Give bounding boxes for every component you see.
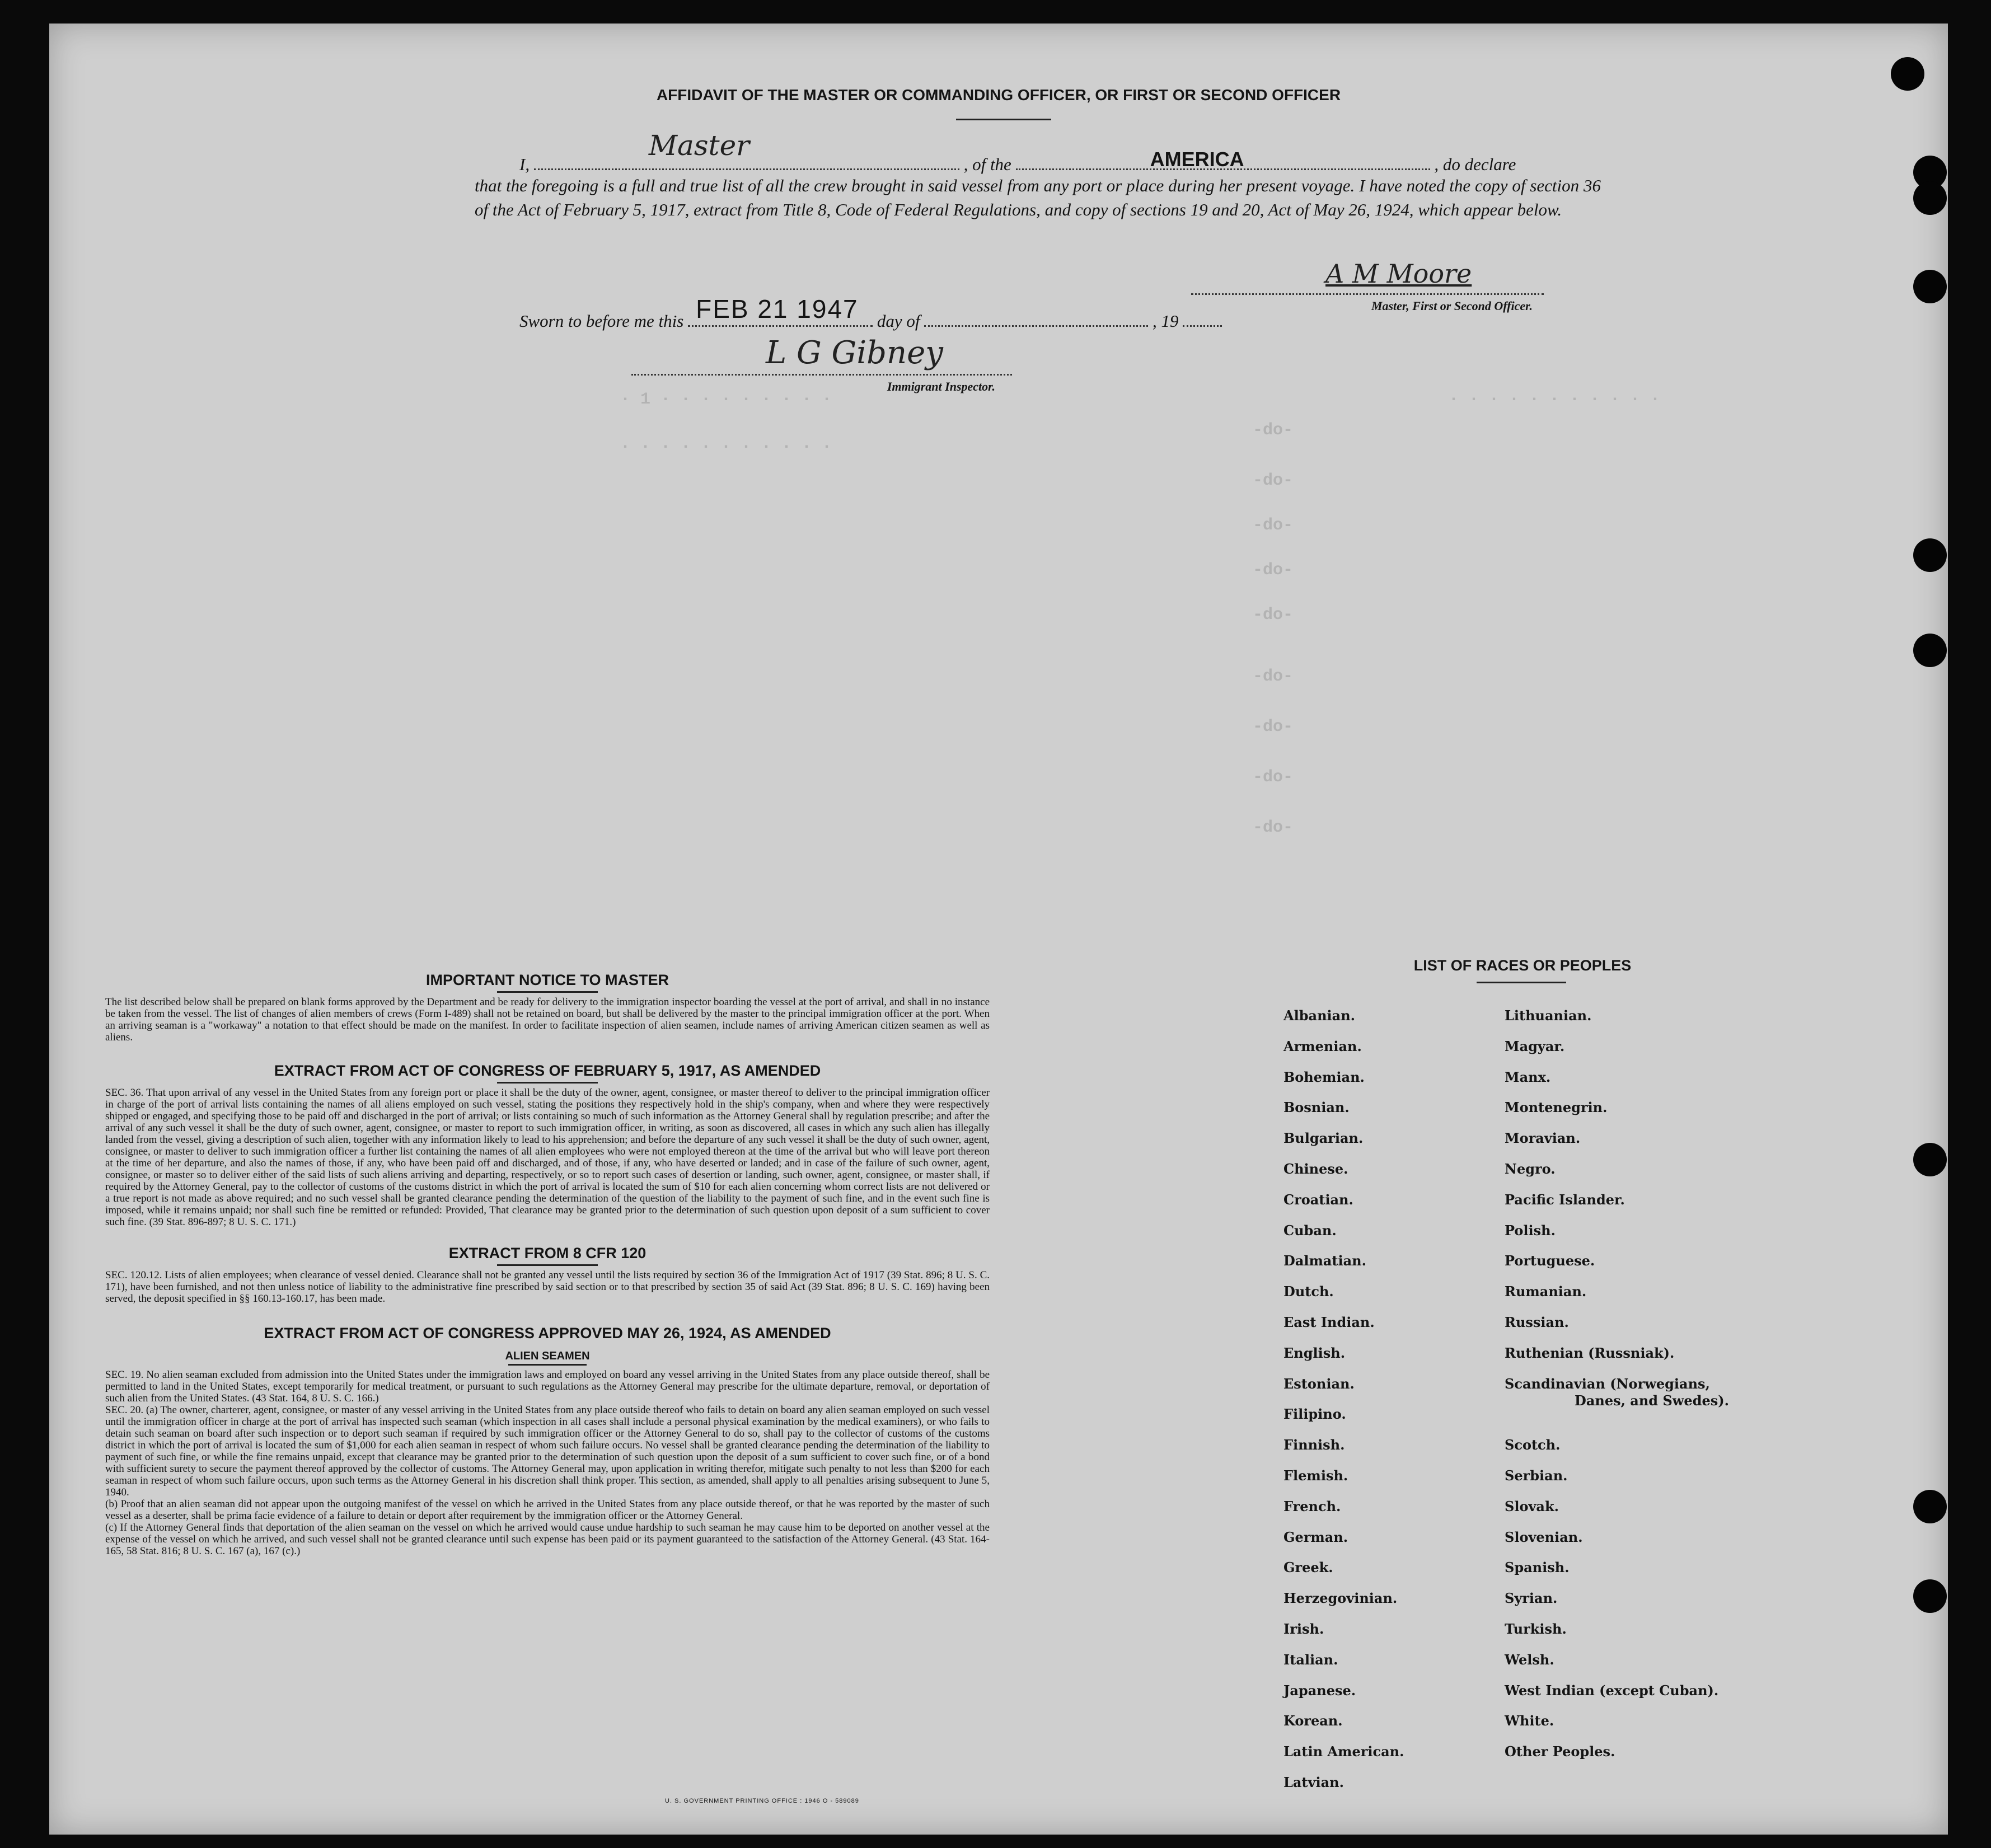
affidavit-title: AFFIDAVIT OF THE MASTER OR COMMANDING OFFICER, OR FIRST OR SECOND OFFICER xyxy=(656,86,1341,104)
day-of-label: day of xyxy=(877,311,920,331)
extract-1924-title: EXTRACT FROM ACT OF CONGRESS APPROVED MAY 26, 1924, AS AMENDED xyxy=(264,1325,831,1342)
race-item: English. xyxy=(1283,1344,1346,1361)
year-label: , 19 xyxy=(1152,311,1179,331)
notice-text: The list described below shall be prepared on blank forms approved by the Department and be ready for delivery to the immigration inspector boarding the vessel at the port of arrival, and shall in no instance be taken from the vessel. The list of changes of alien members of crews (Form I-489) shall not be retained on board, but shall be delivered by the master to the principal immigration officer at the port. When an arriving seaman is a "workaway" a notation to that effect should be made on the manifest. In order to facilitate inspection of alien seamen, include names of arriving American citizen seamen as well as aliens. xyxy=(105,996,990,1043)
race-item: Syrian. xyxy=(1505,1590,1558,1607)
year-blank xyxy=(1183,306,1222,327)
title-rule xyxy=(956,119,1051,120)
race-item: Slovak. xyxy=(1505,1498,1559,1514)
bleed-through-mark: -do- xyxy=(1253,516,1294,535)
extract-cfr-title: EXTRACT FROM 8 CFR 120 xyxy=(448,1245,647,1261)
vessel-blank xyxy=(1016,149,1430,170)
of-the-label: , of the xyxy=(963,154,1011,174)
race-item: German. xyxy=(1283,1528,1348,1545)
sec19-text: SEC. 19. No alien seaman excluded from admission into the United States under the immigration laws and employed on board any vessel arriving in the United States from any place outside thereof, shall be permitted to land in the United States, except temporarily for medical treatment, or pursuant to such regulations as the Attorney General may prescribe for the ultimate departure, removal, or deportation of such alien from the United States. (43 Stat. 164, 8 U. S. C. 166.) xyxy=(105,1369,990,1404)
race-item: Cuban. xyxy=(1283,1222,1337,1239)
race-item: East Indian. xyxy=(1283,1314,1375,1330)
do-declare-label: , do declare xyxy=(1434,154,1516,174)
race-item: Bulgarian. xyxy=(1283,1130,1364,1147)
extract-cfr-text: SEC. 120.12. Lists of alien employees; when clearance of vessel denied. Clearance shall not be granted any vessel until the lists required by section 36 of the Immigration Act of 1917 (39 Stat. 896; 8 U. S. C. 171), have been furnished, and not then unless notice of liability to the administrative fine prescribed by said section or to that prescribed by section 35 of said Act (39 Stat. 896; 8 U. S. C. 169) having been served, the deposit specified in §§ 160.13-160.17, has been made. xyxy=(105,1269,990,1305)
race-item: Armenian. xyxy=(1283,1038,1362,1054)
race-item: Spanish. xyxy=(1505,1559,1570,1576)
affidavit-declaration-line xyxy=(519,129,1600,176)
extract-1917-text: SEC. 36. That upon arrival of any vessel in the United States from any foreign port or place it shall be the duty of the owner, agent, consignee, or master thereof to deliver to the principal immigration officer in charge of the port of arrival lists containing the names of all aliens employed on such vessel, stating the positions they respectively hold in the ship's company, when and where they were respectively shipped or engaged, and specifying those to be paid off and discharged in the port of arrival; or lists containing so much of such information as the Attorney General shall by regulation prescribe; and after the arrival of any such vessel it shall be the duty of such owner, agent, consignee, or master to report to such immigration officer, in writing, as soon as discovered, all cases in which any such alien has illegally landed from the vessel, giving a description of such alien, together with any information likely to lead to his apprehension; and before the departure of any such vessel it shall be the duty of such owner, agent, consignee, or master to deliver to such immigration officer a further list containing the names of all alien employees who were not employed thereon at the time of the arrival but who will leave port thereon at the time of her departure, and also the names of those, if any, who have been paid off and discharged, and of those, if any, who have deserted or landed; and in case of the failure of such owner, agent, consignee, or master so to deliver either of the said lists of such aliens arriving and departing, respectively, or so to report such cases of desertion or landing, such owner, agent, consignee, or master shall, if required by the Attorney General, pay to the collector of customs of the customs district in which the port of arrival is located the sum of $10 for each alien concerning whom correct lists are not delivered or a true report is not made as above required; and no such vessel shall be granted clearance pending the determination of the question of the liability to the payment of such fine, and in the event such fine is imposed, while it remains unpaid; nor shall such fine be remitted or refunded: Provided, That clearance may be granted prior to the determination of such question upon deposit of a sum sufficient to cover such fine. (39 Stat. 896-897; 8 U. S. C. 171.) xyxy=(105,1087,990,1228)
punch-hole xyxy=(1913,1490,1947,1523)
race-item: French. xyxy=(1283,1498,1341,1514)
race-item: Herzegovinian. xyxy=(1283,1590,1398,1607)
name-handwritten: Master xyxy=(648,129,750,162)
race-item: Japanese. xyxy=(1283,1682,1356,1699)
master-signature: A M Moore xyxy=(1325,259,1472,289)
race-item: Estonian. xyxy=(1283,1375,1355,1392)
races-rule xyxy=(1477,982,1566,983)
bleed-through-mark: · 1 · · · · · · · · · xyxy=(620,390,832,409)
extract-1924-rule xyxy=(508,1364,587,1366)
inspector-signature-line xyxy=(631,335,1012,376)
printing-office-footer: U. S. GOVERNMENT PRINTING OFFICE : 1946 O - 589089 xyxy=(665,1798,859,1804)
punch-hole xyxy=(1913,270,1947,303)
bleed-through-mark: -do- xyxy=(1253,421,1294,440)
race-item: Slovenian. xyxy=(1505,1528,1583,1545)
bleed-through-mark: -do- xyxy=(1253,818,1294,837)
notice-rule xyxy=(497,991,598,993)
race-item: Korean. xyxy=(1283,1713,1343,1729)
race-item: Turkish. xyxy=(1505,1621,1567,1637)
bleed-through-mark: -do- xyxy=(1253,471,1294,490)
extract-1917-rule xyxy=(497,1082,598,1084)
master-signature-caption: Master, First or Second Officer. xyxy=(1371,299,1533,313)
race-item: Manx. xyxy=(1505,1068,1551,1085)
bleed-through-mark: · · · · · · · · · · · xyxy=(620,438,832,457)
race-item: Negro. xyxy=(1505,1161,1556,1177)
punch-hole xyxy=(1913,1579,1947,1613)
race-item: Moravian. xyxy=(1505,1130,1581,1147)
punch-hole xyxy=(1913,1143,1947,1176)
document-page xyxy=(49,24,1948,1835)
punch-hole xyxy=(1891,57,1924,91)
race-item: Dalmatian. xyxy=(1283,1253,1366,1269)
race-item: Welsh. xyxy=(1505,1651,1554,1668)
sec20c-text: (c) If the Attorney General finds that deportation of the alien seaman on the vessel on which he arrived would cause undue hardship to such seaman he may cause him to be deported on another vessel at the expense of the vessel on which he arrived, and such vessel shall not be granted clearance until such expense has been paid or its payment guaranteed to the satisfaction of the Attorney General. (43 Stat. 164-165, 58 Stat. 816; 8 U. S. C. 167 (a), 167 (c).) xyxy=(105,1522,990,1557)
master-signature-line xyxy=(1191,259,1544,295)
punch-hole xyxy=(1913,181,1947,215)
bleed-through-mark: -do- xyxy=(1253,768,1294,787)
race-item: Lithuanian. xyxy=(1505,1007,1592,1024)
bleed-through-mark: -do- xyxy=(1253,717,1294,737)
inspector-caption: Immigrant Inspector. xyxy=(887,379,995,393)
sec20a-text: SEC. 20. (a) The owner, charterer, agent, consignee, or master of any vessel arriving in the United States from any place outside thereof who fails to detain on board any alien seaman employed on such vessel until the immigration officer in charge at the port of arrival has inspected such seaman (which inspection in all cases shall include a personal physical examination by the medical examiners), or who fails to detain such seaman on board after such inspection or to deport such seaman if required by such immigration officer or the Attorney General to do so, shall pay to the collector of customs of the customs district in which the port of arrival is located the sum of $1,000 for each alien seaman in respect of whom such failure occurs. No vessel shall be granted clearance pending the determination of the liability to payment of such fine, or while the fine remains unpaid, except that clearance may be granted prior to the determination of such question upon the deposit of a sum sufficient to cover such fine, or of a bond with sufficient surety to secure the payment thereof approved by the collector of customs. The Attorney General may, upon application in writing therefor, mitigate such penalty to not less than $200 for each seaman in respect of whom such failure occurs, upon such terms as the Attorney General in his discretion shall think proper. This section, as amended, shall apply to all penalties arising subsequent to June 5, 1940. xyxy=(105,1404,990,1498)
race-item: Scotch. xyxy=(1505,1437,1561,1453)
race-item: Finnish. xyxy=(1283,1437,1345,1453)
race-item: White. xyxy=(1505,1713,1554,1729)
race-item: Bosnian. xyxy=(1283,1099,1350,1116)
punch-hole xyxy=(1913,634,1947,667)
race-item: Chinese. xyxy=(1283,1161,1348,1177)
i-label: I, xyxy=(519,154,530,174)
races-title: LIST OF RACES OR PEOPLES xyxy=(1413,957,1632,974)
race-item: Ruthenian (Russniak). xyxy=(1505,1344,1675,1361)
name-blank xyxy=(534,129,959,170)
race-item: Portuguese. xyxy=(1505,1253,1595,1269)
punch-hole xyxy=(1913,538,1947,572)
race-item: Latvian. xyxy=(1283,1774,1344,1790)
bleed-through-mark: · · · · · · · · · · · xyxy=(1449,390,1661,409)
race-item: Other Peoples. xyxy=(1505,1743,1615,1760)
race-item: Irish. xyxy=(1283,1621,1324,1637)
race-item: Pacific Islander. xyxy=(1505,1191,1625,1208)
month-blank xyxy=(924,306,1148,327)
sworn-date-stamp: FEB 21 1947 xyxy=(696,294,859,323)
affidavit-body: that the foregoing is a full and true list of all the crew brought in said vessel from any port or place during her present voyage. I have noted the copy of section 36 of the Act of February 5, 1917, extract from Title 8, Code of Federal Regulations, and copy of sections 19 and 20, Act of May 26, 1924, which appear below. xyxy=(475,176,1601,219)
bleed-through-mark: -do- xyxy=(1253,561,1294,580)
race-item: Greek. xyxy=(1283,1559,1333,1576)
legal-notices-column xyxy=(105,972,990,1557)
extract-cfr-rule xyxy=(497,1264,598,1266)
race-item: Polish. xyxy=(1505,1222,1556,1239)
inspector-signature-block xyxy=(631,335,1012,395)
race-item: Rumanian. xyxy=(1505,1283,1587,1300)
race-item: Serbian. xyxy=(1505,1467,1568,1484)
race-item: West Indian (except Cuban). xyxy=(1505,1682,1719,1699)
bleed-through-mark: -do- xyxy=(1253,606,1294,625)
race-item: Russian. xyxy=(1505,1314,1569,1330)
sworn-label: Sworn to before me this xyxy=(519,311,684,331)
race-item: Latin American. xyxy=(1283,1743,1404,1760)
race-item: Italian. xyxy=(1283,1651,1338,1668)
notice-title: IMPORTANT NOTICE TO MASTER xyxy=(426,972,669,988)
race-item: Flemish. xyxy=(1283,1467,1348,1484)
vessel-name: AMERICA xyxy=(1150,148,1244,171)
race-item: Montenegrin. xyxy=(1505,1099,1608,1116)
race-item: Magyar. xyxy=(1505,1038,1565,1054)
sworn-line xyxy=(519,294,1359,333)
race-item: Bohemian. xyxy=(1283,1068,1365,1085)
extract-1924-subtitle: ALIEN SEAMEN xyxy=(505,1350,590,1362)
race-item: Scandinavian (Norwegians, xyxy=(1505,1375,1710,1392)
sec20b-text: (b) Proof that an alien seaman did not appear upon the outgoing manifest of the vessel on which he arrived in the United States from any place outside thereof, or that he was reported by the master of such vessel as a deserter, shall be prima facie evidence of a failure to detain or deport after requirement by the immigration officer or the Attorney General. xyxy=(105,1498,990,1522)
race-item: Danes, and Swedes). xyxy=(1575,1392,1729,1409)
race-item: Croatian. xyxy=(1283,1191,1353,1208)
race-item: Albanian. xyxy=(1283,1007,1355,1024)
extract-1917-title: EXTRACT FROM ACT OF CONGRESS OF FEBRUARY 5, 1917, AS AMENDED xyxy=(274,1062,821,1079)
race-item: Dutch. xyxy=(1283,1283,1334,1300)
bleed-through-mark: -do- xyxy=(1253,667,1294,686)
race-item: Filipino. xyxy=(1283,1406,1346,1423)
inspector-signature: L G Gibney xyxy=(766,335,943,371)
sworn-day-blank xyxy=(688,294,873,327)
